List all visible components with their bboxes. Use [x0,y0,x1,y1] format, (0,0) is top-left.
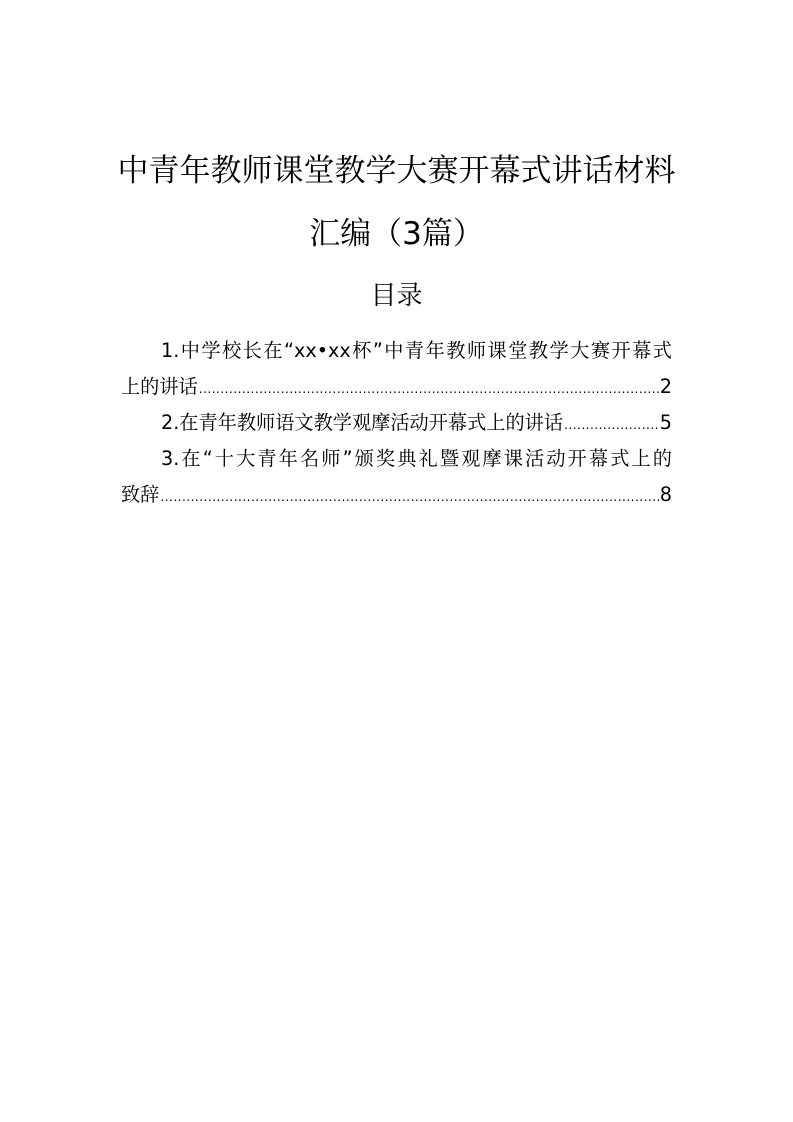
toc-item-3-text-cont[interactable]: 致辞 [121,483,160,506]
table-of-contents [121,333,672,513]
toc-item-3-page[interactable]: 8 [659,483,672,506]
toc-item-3-line-1[interactable] [121,441,672,477]
toc-item-1-line-2[interactable] [121,369,672,405]
toc-item-3-line-2[interactable] [121,477,672,513]
toc-leader-dots [160,479,658,515]
toc-leader-dots [564,407,659,443]
toc-item-1-text[interactable]: 1.中学校长在“xx•xx杯”中青年教师课堂教学大赛开幕式 [161,339,672,362]
toc-item-2-page[interactable]: 5 [659,411,672,434]
toc-item-2-text[interactable]: 2.在青年教师语文教学观摩活动开幕式上的讲话 [161,411,564,434]
document-title-line-2: 汇编（3篇） [309,216,484,252]
toc-item-1-line-1[interactable] [121,333,672,369]
toc-item-2-line-1[interactable] [121,405,672,441]
toc-item-3-text[interactable]: 3.在“十大青年名师”颁奖典礼暨观摩课活动开幕式上的 [161,447,672,470]
document-title-line-1: 中青年教师课堂教学大赛开幕式讲话材料 [117,153,676,189]
toc-item-1-page[interactable]: 2 [659,375,672,398]
toc-heading: 目录 [370,281,423,311]
toc-item-1-text-cont[interactable]: 上的讲话 [121,375,198,398]
toc-leader-dots [199,371,659,407]
